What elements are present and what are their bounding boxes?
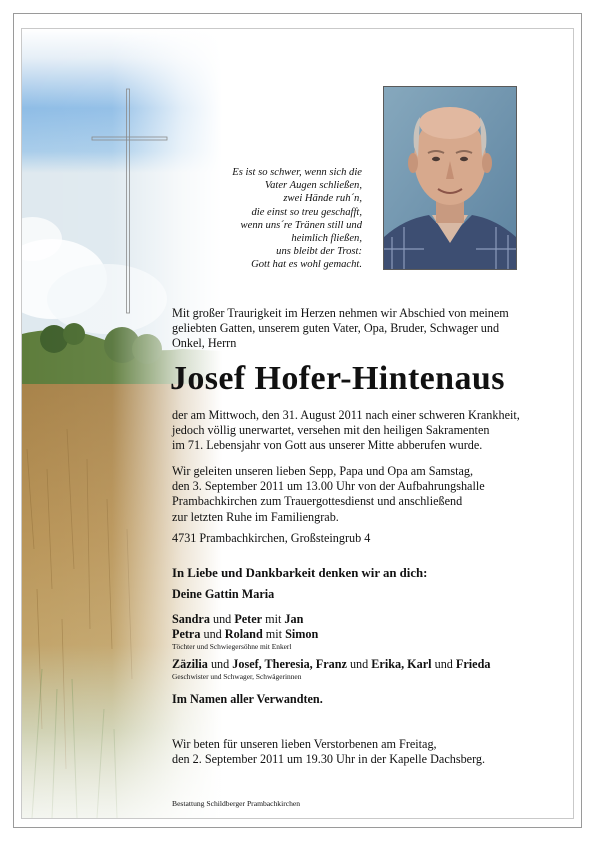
wife-line: Deine Gattin Maria (172, 587, 275, 601)
text-line: Onkel, Herrn (172, 336, 237, 351)
portrait-photo (383, 86, 517, 270)
prayer-paragraph (172, 737, 552, 767)
text-line: Wir beten für unseren lieben Verstorbenen am Freitag, (172, 737, 437, 751)
text-line: zur letzten Ruhe im Familiengrab. (172, 509, 339, 524)
text-line: der am Mittwoch, den 31. August 2011 nach einer schweren Krankheit, (172, 408, 520, 422)
text-line: geliebten Gatten, unserem guten Vater, Opa, Bruder, Schwager und (172, 321, 500, 336)
poem-line: die einst so treu geschafft, (251, 206, 362, 218)
deceased-name: Josef Hofer-Hintenaus (170, 360, 505, 397)
poem-line: wenn uns´re Tränen still und (240, 219, 362, 231)
poem-line: zwei Hände ruh´n, (283, 193, 362, 205)
siblings-line: Zäzilia und Josef, Theresia, Franz und Erika, Karl und Frieda (172, 657, 491, 671)
funeral-paragraph (172, 464, 552, 525)
children-line-1: Sandra und Peter mit Jan (172, 612, 304, 626)
mourners-heading: In Liebe und Dankbarkeit denken wir an dich: (172, 566, 428, 580)
children-block (172, 612, 552, 651)
text-line: Wir geleiten unseren lieben Sepp, Papa und Opa am Samstag, (172, 464, 474, 478)
intro-paragraph (172, 306, 552, 352)
address: 4731 Prambachkirchen, Großsteingrub 4 (172, 531, 371, 545)
siblings-note: Geschwister und Schwager, Schwägerinnen (172, 672, 302, 682)
poem-line: Gott hat es wohl gemacht. (251, 259, 362, 271)
children-note: Töchter und Schwiegersöhne mit Enkerl (172, 642, 292, 652)
text-line: jedoch völlig unerwartet, versehen mit den heiligen Sakramenten (172, 423, 490, 438)
text-line: im 71. Lebensjahr von Gott aus unserer Mitte abberufen wurde. (172, 438, 483, 453)
siblings-block (172, 657, 552, 681)
poem-line: heimlich fließen, (291, 233, 362, 245)
text-line: Prambachkirchen zum Trauergottesdienst und anschließend (172, 494, 463, 509)
closing-line: Im Namen aller Verwandten. (172, 692, 323, 706)
children-line-2: Petra und Roland mit Simon (172, 627, 319, 642)
text-line: den 2. September 2011 um 19.30 Uhr in der Kapelle Dachsberg. (172, 752, 486, 767)
text-line: Mit großer Traurigkeit im Herzen nehmen wir Abschied von meinem (172, 306, 509, 320)
poem (170, 166, 362, 272)
undertaker-credit: Bestattung Schildberger Prambachkirchen (172, 799, 301, 808)
poem-line: uns bleibt der Trost: (276, 246, 362, 258)
poem-line: Vater Augen schließen, (264, 180, 362, 192)
poem-line: Es ist so schwer, wenn sich die (232, 167, 362, 178)
death-notice-paragraph (172, 408, 552, 454)
text-line: den 3. September 2011 um 13.00 Uhr von der Aufbahrungshalle (172, 479, 485, 494)
cross-icon (90, 88, 170, 314)
